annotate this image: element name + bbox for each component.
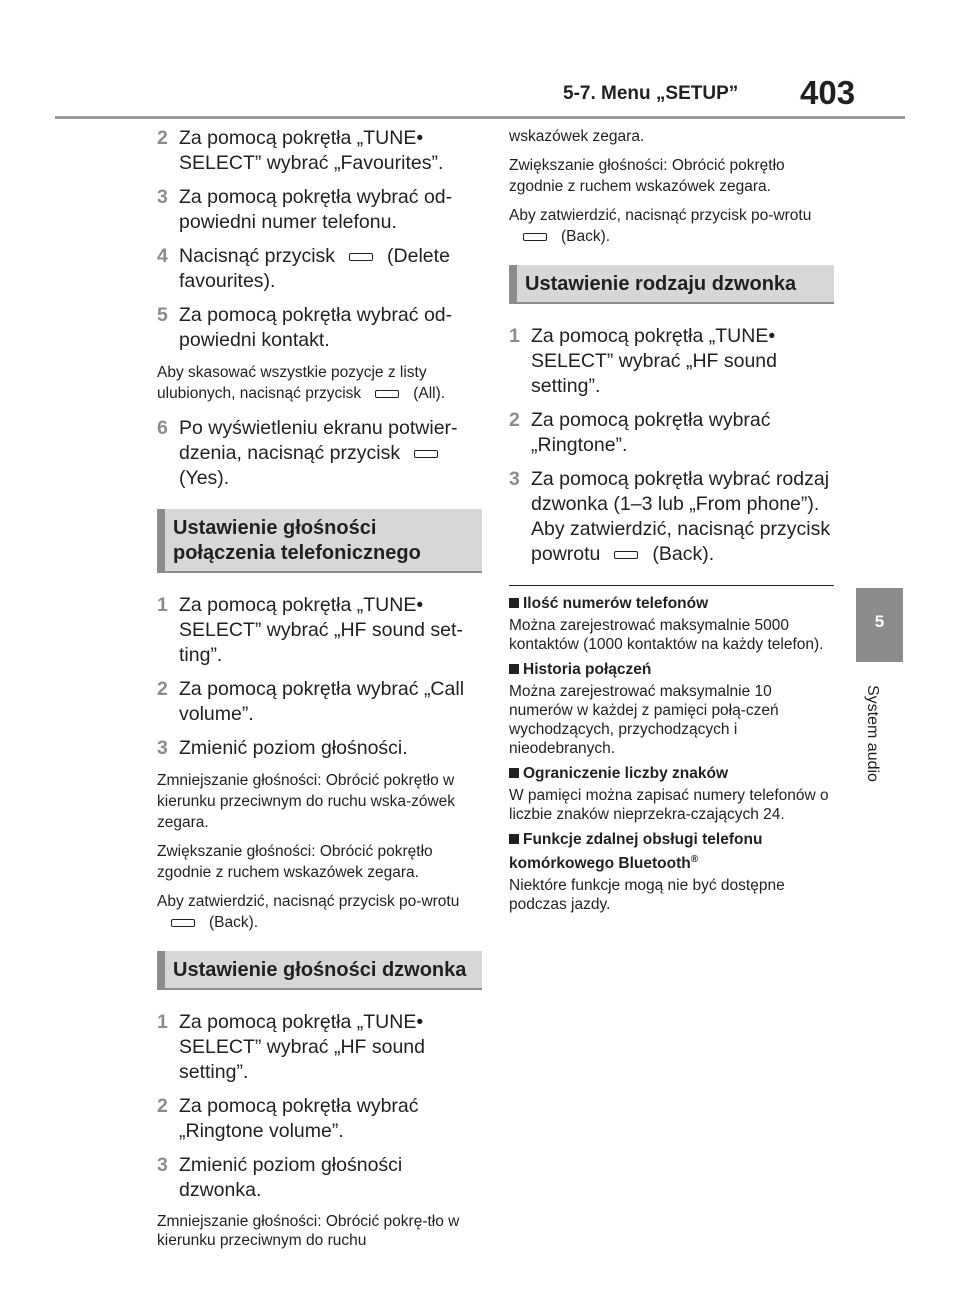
info-title: Ilość numerów telefonów (509, 594, 834, 614)
section-heading: Ustawienie głośności dzwonka (157, 951, 482, 990)
button-icon (614, 551, 638, 559)
left-column (157, 126, 482, 1258)
chapter-label: System audio (864, 685, 881, 782)
right-column (509, 126, 834, 918)
step: 2 Za pomocą pokrętła „TUNE• SELECT” wybrać „Favourites”. (157, 127, 444, 174)
section-heading: Ustawienie rodzaju dzwonka (509, 265, 834, 304)
note: wskazówek zegara. (509, 128, 645, 145)
square-bullet-icon (509, 664, 519, 674)
step: 3 Zmienić poziom głośności. (157, 737, 408, 759)
button-icon (523, 233, 547, 241)
info-body: W pamięci można zapisać numery telefonów o liczbie znaków nieprzekra-czających 24. (509, 787, 829, 823)
info-body: Można zarejestrować maksymalnie 10 numerów w każdej z pamięci połą-czeń wychodzących, przychodzących i nieodebranych. (509, 683, 779, 757)
button-icon (375, 390, 399, 398)
step: 2 Za pomocą pokrętła wybrać „Ringtone”. (509, 409, 771, 456)
note: Zwiększanie głośności: Obrócić pokrętło zgodnie z ruchem wskazówek zegara. (157, 843, 433, 881)
info-title: Funkcje zdalnej obsługi telefonu komórkowego Bluetooth® (509, 831, 763, 873)
button-icon (414, 450, 438, 458)
info-title: Historia połączeń (509, 660, 834, 680)
info-body: Można zarejestrować maksymalnie 5000 kontaktów (1000 kontaktów na każdy telefon). (509, 617, 824, 653)
step: 1 Za pomocą pokrętła „TUNE• SELECT” wybrać „HF sound setting”. (509, 325, 777, 397)
note: Zwiększanie głośności: Obrócić pokrętło zgodnie z ruchem wskazówek zegara. (509, 157, 785, 195)
chapter-number: 5 (874, 612, 885, 631)
step: 2 Za pomocą pokrętła wybrać „Ringtone volume”. (157, 1095, 419, 1142)
button-icon (349, 253, 373, 261)
square-bullet-icon (509, 598, 519, 608)
square-bullet-icon (509, 768, 519, 778)
step: 3 Zmienić poziom głośności dzwonka. (157, 1154, 403, 1201)
step: 4 Nacisnąć przycisk (Delete favourites). (157, 245, 450, 292)
step: 1 Za pomocą pokrętła „TUNE• SELECT” wybrać „HF sound set-ting”. (157, 594, 463, 666)
note: Zmniejszanie głośności: Obrócić pokrę-tło w kierunku przeciwnym do ruchu (157, 1213, 460, 1249)
info-body: Niektóre funkcje mogą nie być dostępne podczas jazdy. (509, 877, 785, 914)
step: 6 Po wyświetleniu ekranu potwier-dzenia, nacisnąć przycisk(Yes). (157, 417, 458, 489)
note: Aby skasować wszystkie pozycje z listy ulubionych, nacisnąć przycisk (All). (157, 364, 446, 402)
note: Zmniejszanie głośności: Obrócić pokrętło w kierunku przeciwnym do ruchu wska-zówek zegara. (157, 772, 456, 831)
step: 3 Za pomocą pokrętła wybrać od-powiedni numer telefonu. (157, 186, 453, 233)
step: 1 Za pomocą pokrętła „TUNE• SELECT” wybrać „HF sound setting”. (157, 1011, 425, 1083)
info-title: Ograniczenie liczby znaków (509, 764, 834, 784)
step: 5 Za pomocą pokrętła wybrać od-powiedni kontakt. (157, 304, 453, 351)
page-number: 403 (800, 74, 856, 111)
running-header: 5-7. Menu „SETUP” (563, 83, 739, 104)
chapter-tab (856, 588, 903, 662)
note: Aby zatwierdzić, nacisnąć przycisk po-wrotu(Back). (509, 207, 812, 245)
divider (509, 585, 834, 586)
square-bullet-icon (509, 834, 519, 844)
step: 2 Za pomocą pokrętła wybrać „Call volume”. (157, 678, 465, 725)
header-rule (55, 116, 905, 119)
section-heading: Ustawienie głośności połączenia telefonicznego (157, 509, 482, 573)
note: Aby zatwierdzić, nacisnąć przycisk po-wrotu(Back). (157, 893, 460, 931)
step: 3 Za pomocą pokrętła wybrać rodzaj dzwonka (1–3 lub „From phone”). Aby zatwierdzić, nacisnąć przycisk powrotu (Back). (509, 468, 831, 565)
button-icon (171, 919, 195, 927)
